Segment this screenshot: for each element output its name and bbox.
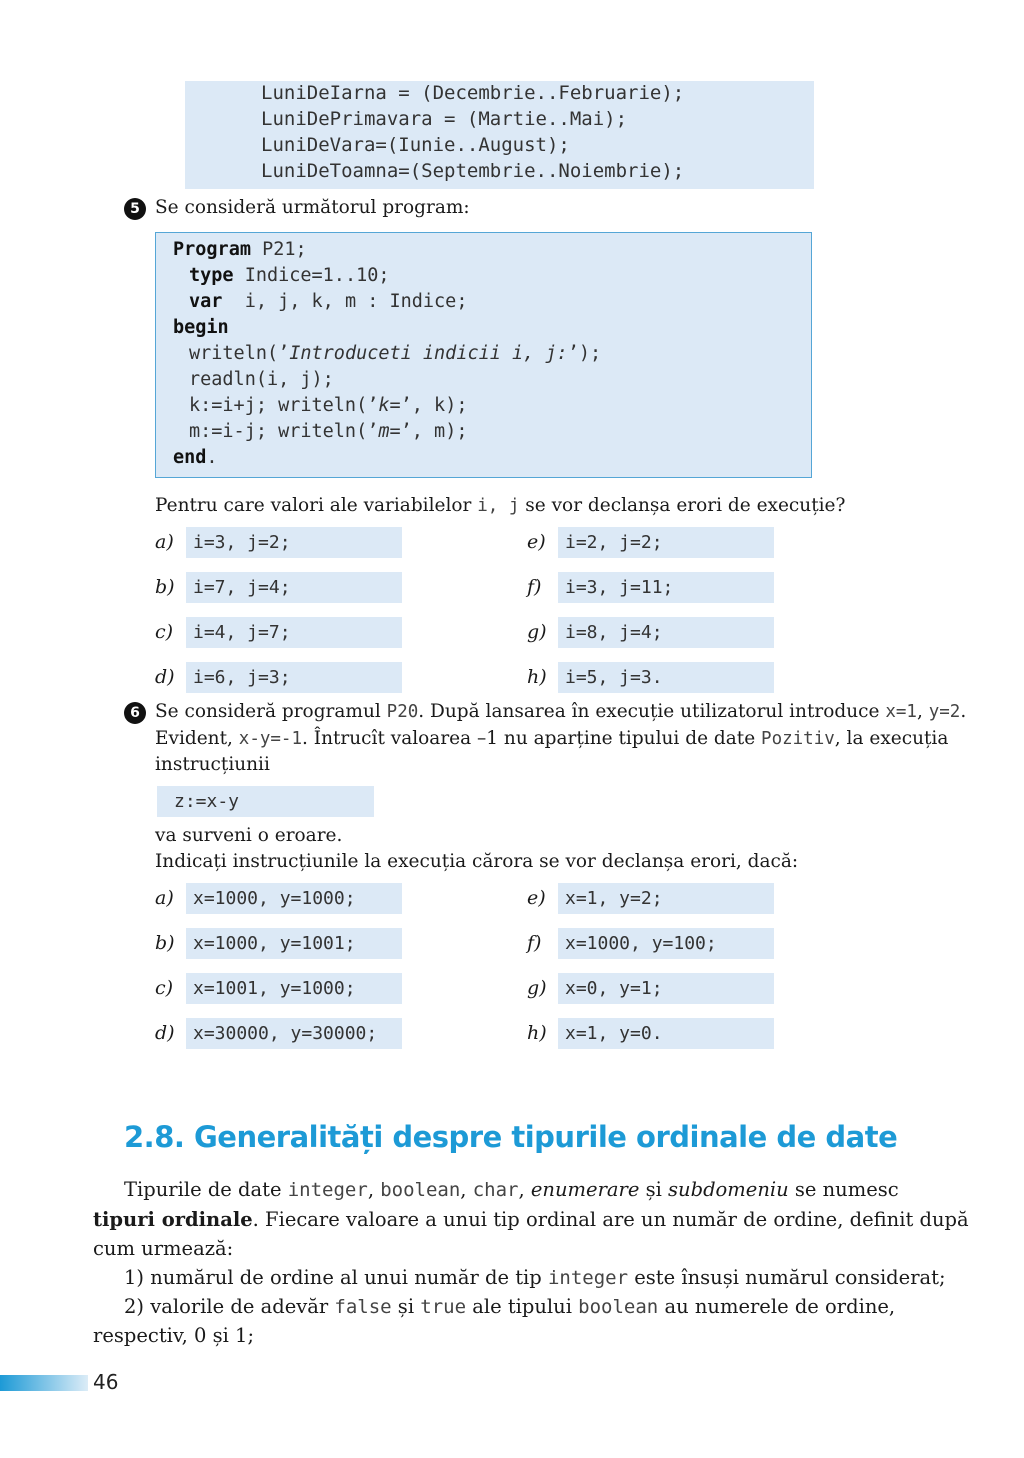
program-code-block (155, 232, 812, 478)
code-line: LuniDeIarna = (Decembrie..Februarie); (261, 82, 685, 104)
paragraph-line: 1) numărul de ordine al unui număr de tip integer este însuși numărul considerat; (124, 1266, 946, 1289)
code-line: k:=i+j; writeln(’k=’, k); (189, 395, 468, 416)
answer-value: i=7, j=4; (186, 572, 402, 603)
answer-label: f) (527, 932, 542, 954)
footer-accent-bar (0, 1375, 88, 1391)
answer-label: h) (527, 666, 547, 688)
answer-value: x=0, y=1; (558, 973, 774, 1004)
answer-label: c) (155, 621, 174, 643)
answer-label: d) (155, 1022, 175, 1044)
answer-label: h) (527, 1022, 547, 1044)
code-line: LuniDeToamna=(Septembrie..Noiembrie); (261, 160, 685, 182)
answer-value: i=3, j=2; (186, 527, 402, 558)
exercise-number: 6 (124, 702, 146, 724)
code-line: writeln(’Introduceti indicii i, j:’); (189, 343, 602, 364)
answer-label: a) (155, 531, 174, 553)
exercise-text-line: va surveni o eroare. (155, 825, 343, 846)
answer-value: i=8, j=4; (558, 617, 774, 648)
paragraph-line: tipuri ordinale. Fiecare valoare a unui tip ordinal are un număr de ordine, definit după (93, 1208, 969, 1231)
paragraph-line: 2) valorile de adevăr false și true ale tipului boolean au numerele de ordine, (124, 1295, 896, 1318)
answer-value: i=3, j=11; (558, 572, 774, 603)
exercise-question: Pentru care valori ale variabilelor i, j se vor declanșa erori de execuție? (155, 495, 846, 516)
answer-label: c) (155, 977, 174, 999)
answer-label: e) (527, 531, 546, 553)
code-line: LuniDeVara=(Iunie..August); (261, 134, 570, 156)
paragraph-line: cum urmează: (93, 1237, 234, 1260)
exercise-intro: Se consideră următorul program: (155, 197, 470, 218)
code-line: LuniDePrimavara = (Martie..Mai); (261, 108, 628, 130)
code-line: begin (173, 317, 229, 338)
code-line: m:=i-j; writeln(’m=’, m); (189, 421, 468, 442)
answer-value: x=1000, y=100; (558, 928, 774, 959)
answer-value: i=4, j=7; (186, 617, 402, 648)
exercise-text-line: Se consideră programul P20. După lansarea în execuție utilizatorul introduce x=1, y=2. (155, 701, 967, 722)
answer-label: b) (155, 932, 175, 954)
answer-value: x=1000, y=1000; (186, 883, 402, 914)
answer-value: x=30000, y=30000; (186, 1018, 402, 1049)
answer-value: x=1001, y=1000; (186, 973, 402, 1004)
answer-label: g) (527, 977, 547, 999)
code-line: Program P21; (173, 239, 307, 260)
answer-value: x=1, y=2; (558, 883, 774, 914)
code-line: end. (173, 447, 218, 468)
answer-label: g) (527, 621, 547, 643)
code-line: readln(i, j); (189, 369, 334, 390)
answer-label: a) (155, 887, 174, 909)
exercise-text-line: Evident, x-y=-1. Întrucît valoarea –1 nu aparține tipului de date Pozitiv, la execuția (155, 728, 949, 749)
answer-label: d) (155, 666, 175, 688)
exercise-text-line: instrucțiunii (155, 754, 270, 775)
answer-value: x=1000, y=1001; (186, 928, 402, 959)
code-line: var i, j, k, m : Indice; (189, 291, 468, 312)
answer-value: i=6, j=3; (186, 662, 402, 693)
answer-label: b) (155, 576, 175, 598)
code-line: type Indice=1..10; (189, 265, 390, 286)
code-block-types (185, 81, 814, 189)
statement-code: z:=x-y (157, 786, 374, 817)
answer-value: x=1, y=0. (558, 1018, 774, 1049)
answer-value: i=2, j=2; (558, 527, 774, 558)
section-heading: 2.8. Generalități despre tipurile ordinale de date (124, 1120, 898, 1154)
answer-label: e) (527, 887, 546, 909)
answer-label: f) (527, 576, 542, 598)
answer-value: i=5, j=3. (558, 662, 774, 693)
exercise-number: 5 (124, 198, 146, 220)
paragraph-line: Tipurile de date integer, boolean, char, enumerare și subdomeniu se numesc (124, 1178, 899, 1201)
page-number: 46 (93, 1370, 119, 1394)
paragraph-line: respectiv, 0 și 1; (93, 1324, 255, 1347)
exercise-text-line: Indicați instrucțiunile la execuția cărora se vor declanșa erori, dacă: (155, 851, 799, 872)
